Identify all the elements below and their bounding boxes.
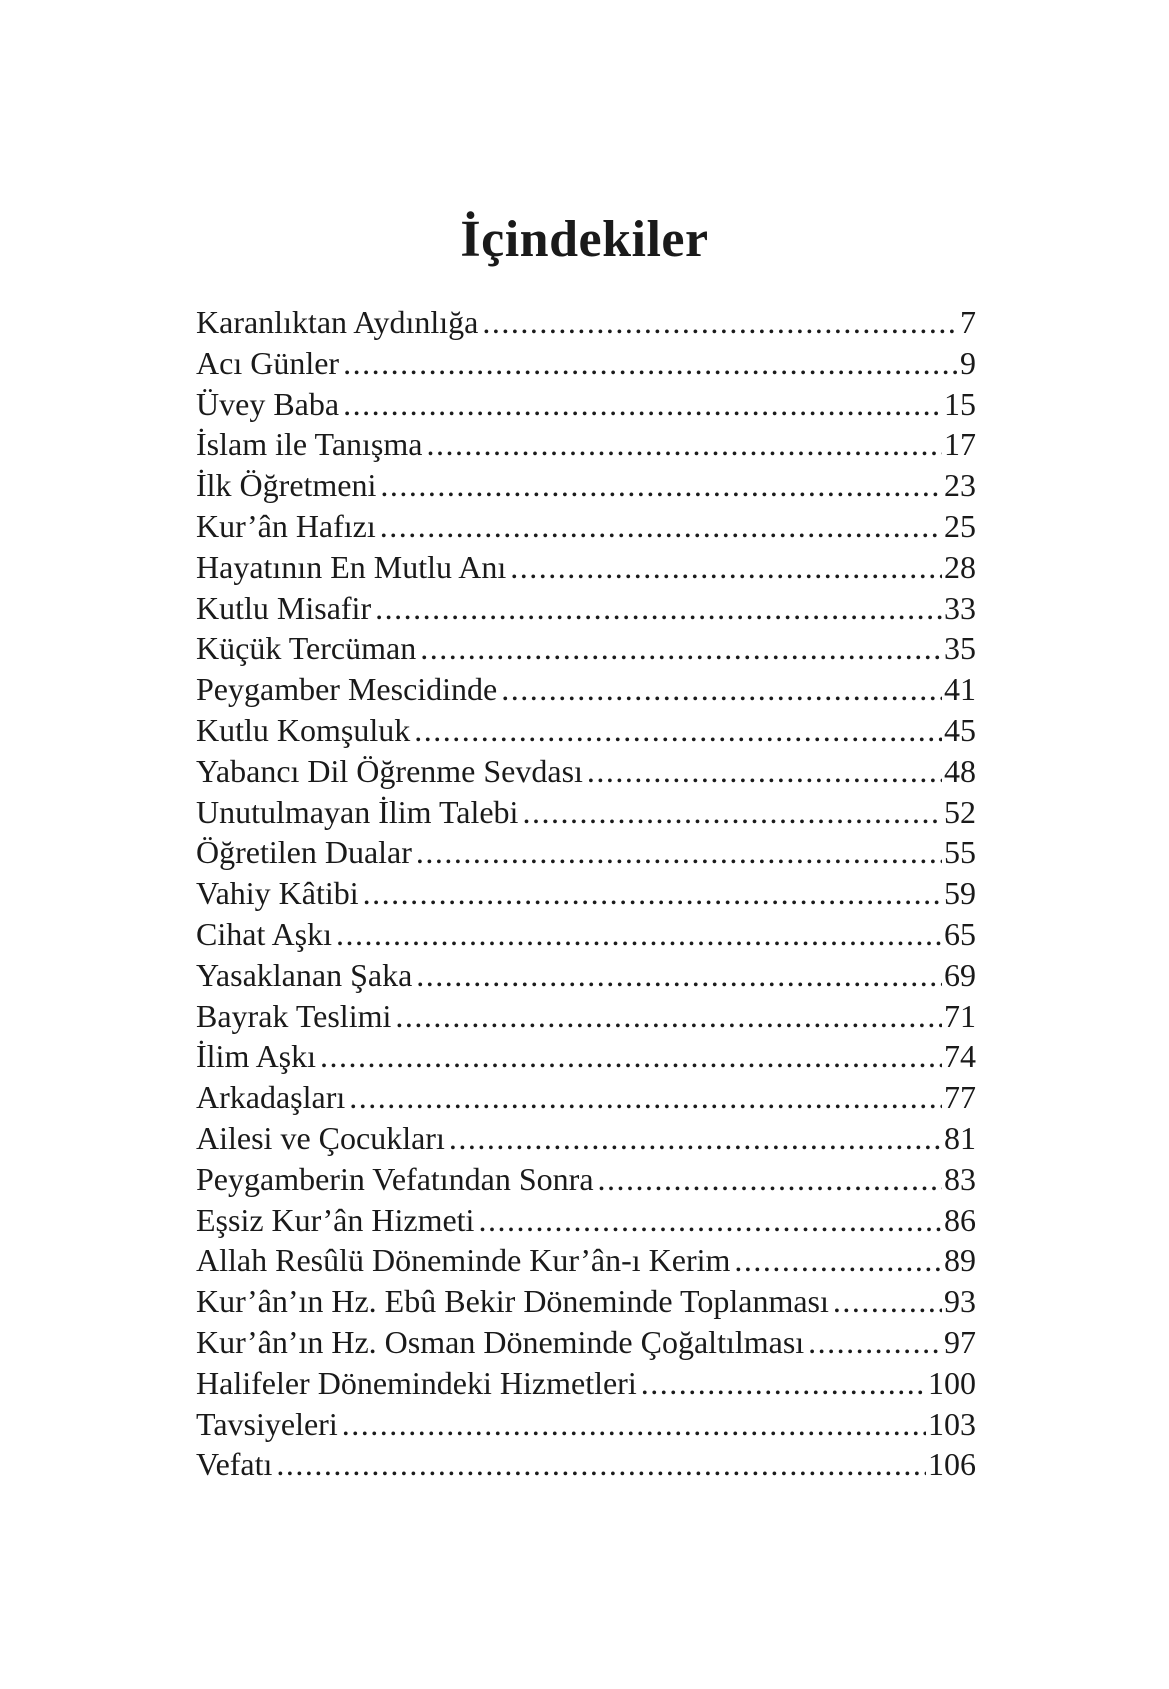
toc-entry-page-number: 45 bbox=[944, 711, 976, 748]
toc-entry bbox=[196, 1281, 976, 1322]
toc-entry-page-number: 9 bbox=[960, 344, 976, 381]
toc-entry-title: Cihat Aşkı bbox=[196, 915, 333, 952]
toc-entry-page-number: 83 bbox=[944, 1160, 976, 1197]
toc-entry-page-number: 103 bbox=[928, 1405, 976, 1442]
toc-leader-dots bbox=[416, 955, 942, 996]
toc-leader-dots bbox=[449, 1118, 942, 1159]
toc-leader-dots bbox=[349, 1077, 942, 1118]
toc-entry-title: Vefatı bbox=[196, 1446, 273, 1483]
toc-entry bbox=[196, 996, 976, 1037]
toc-entry-title: Peygamber Mescidinde bbox=[196, 671, 498, 708]
toc-leader-dots bbox=[363, 873, 942, 914]
toc-entry-page-number: 59 bbox=[944, 875, 976, 912]
toc-entry bbox=[196, 343, 976, 384]
toc-entry bbox=[196, 588, 976, 629]
toc-entry-title: Acı Günler bbox=[196, 344, 340, 381]
toc-leader-dots bbox=[375, 588, 942, 629]
toc-entry bbox=[196, 1159, 976, 1200]
toc-leader-dots bbox=[343, 384, 942, 425]
toc-entry bbox=[196, 384, 976, 425]
toc-entry-title: İslam ile Tanışma bbox=[196, 426, 423, 463]
toc-leader-dots bbox=[808, 1322, 942, 1363]
toc-entry-page-number: 89 bbox=[944, 1242, 976, 1279]
table-of-contents bbox=[196, 302, 976, 1485]
toc-entry-title: Kutlu Misafir bbox=[196, 589, 372, 626]
toc-leader-dots bbox=[833, 1281, 942, 1322]
toc-entry bbox=[196, 710, 976, 751]
toc-entry bbox=[196, 1240, 976, 1281]
toc-leader-dots bbox=[276, 1444, 926, 1485]
toc-entry-page-number: 93 bbox=[944, 1283, 976, 1320]
toc-leader-dots bbox=[598, 1159, 942, 1200]
toc-entry-title: Bayrak Teslimi bbox=[196, 997, 392, 1034]
toc-entry bbox=[196, 792, 976, 833]
toc-entry-page-number: 71 bbox=[944, 997, 976, 1034]
toc-entry-title: Vahiy Kâtibi bbox=[196, 875, 359, 912]
toc-entry bbox=[196, 751, 976, 792]
toc-leader-dots bbox=[380, 465, 942, 506]
toc-entry-page-number: 48 bbox=[944, 752, 976, 789]
toc-entry-title: Kur’ân Hafızı bbox=[196, 507, 376, 544]
toc-entry-page-number: 7 bbox=[960, 304, 976, 340]
toc-leader-dots bbox=[420, 628, 942, 669]
toc-leader-dots bbox=[641, 1363, 926, 1404]
toc-entry-page-number: 86 bbox=[944, 1201, 976, 1238]
toc-entry-title: İlim Aşkı bbox=[196, 1038, 317, 1075]
toc-entry-title: Üvey Baba bbox=[196, 385, 340, 422]
toc-entry bbox=[196, 628, 976, 669]
toc-entry-page-number: 74 bbox=[944, 1038, 976, 1075]
toc-entry bbox=[196, 1036, 976, 1077]
toc-entry bbox=[196, 547, 976, 588]
toc-entry bbox=[196, 873, 976, 914]
toc-leader-dots bbox=[587, 751, 942, 792]
toc-entry-title: İlk Öğretmeni bbox=[196, 467, 377, 504]
toc-entry-page-number: 15 bbox=[944, 385, 976, 422]
toc-entry bbox=[196, 424, 976, 465]
toc-leader-dots bbox=[478, 1200, 942, 1241]
toc-entry-title: Kur’ân’ın Hz. Ebû Bekir Döneminde Toplanması bbox=[196, 1283, 829, 1320]
toc-leader-dots bbox=[416, 832, 942, 873]
toc-leader-dots bbox=[501, 669, 942, 710]
toc-leader-dots bbox=[320, 1036, 942, 1077]
toc-entry bbox=[196, 506, 976, 547]
toc-entry-page-number: 28 bbox=[944, 548, 976, 585]
toc-entry-page-number: 65 bbox=[944, 915, 976, 952]
toc-entry bbox=[196, 1077, 976, 1118]
toc-entry-title: Allah Resûlü Döneminde Kur’ân-ı Kerim bbox=[196, 1242, 731, 1279]
toc-entry-title: Yasaklanan Şaka bbox=[196, 956, 413, 993]
toc-entry-title: Hayatının En Mutlu Anı bbox=[196, 548, 507, 585]
toc-entry-title: Eşsiz Kur’ân Hizmeti bbox=[196, 1201, 475, 1238]
toc-leader-dots bbox=[426, 424, 942, 465]
toc-entry-title: Küçük Tercüman bbox=[196, 630, 417, 667]
toc-entry bbox=[196, 955, 976, 996]
toc-entry-page-number: 23 bbox=[944, 467, 976, 504]
toc-entry bbox=[196, 1118, 976, 1159]
toc-entry-page-number: 25 bbox=[944, 507, 976, 544]
toc-entry-title: Unutulmayan İlim Talebi bbox=[196, 793, 519, 830]
toc-entry bbox=[196, 1322, 976, 1363]
toc-entry bbox=[196, 465, 976, 506]
toc-leader-dots bbox=[734, 1240, 942, 1281]
toc-entry bbox=[196, 1200, 976, 1241]
toc-entry-title: Arkadaşları bbox=[196, 1079, 346, 1116]
page-title: İçindekiler bbox=[460, 211, 709, 268]
toc-entry-title: Kur’ân’ın Hz. Osman Döneminde Çoğaltılması bbox=[196, 1323, 805, 1360]
toc-entry-page-number: 52 bbox=[944, 793, 976, 830]
toc-entry bbox=[196, 914, 976, 955]
toc-leader-dots bbox=[380, 506, 942, 547]
toc-entry-title: Kutlu Komşuluk bbox=[196, 711, 411, 748]
toc-leader-dots bbox=[414, 710, 942, 751]
toc-entry-page-number: 106 bbox=[928, 1446, 976, 1483]
toc-entry-title: Peygamberin Vefatından Sonra bbox=[196, 1160, 594, 1197]
toc-entry bbox=[196, 1444, 976, 1485]
toc-entry bbox=[196, 1404, 976, 1445]
toc-entry-page-number: 33 bbox=[944, 589, 976, 626]
toc-entry bbox=[196, 669, 976, 710]
toc-entry bbox=[196, 302, 976, 343]
toc-entry-title: Halifeler Dönemindeki Hizmetleri bbox=[196, 1364, 637, 1401]
toc-entry-page-number: 100 bbox=[928, 1364, 976, 1401]
toc-entry-page-number: 69 bbox=[944, 956, 976, 993]
toc-entry-title: Ailesi ve Çocukları bbox=[196, 1119, 445, 1156]
toc-entry-title: Tavsiyeleri bbox=[196, 1405, 338, 1442]
toc-leader-dots bbox=[482, 302, 958, 343]
toc-entry-title: Öğretilen Dualar bbox=[196, 834, 412, 871]
toc-leader-dots bbox=[395, 996, 942, 1037]
toc-entry-page-number: 41 bbox=[944, 671, 976, 708]
toc-entry-title: Karanlıktan Aydınlığa bbox=[196, 304, 479, 340]
toc-leader-dots bbox=[342, 1404, 926, 1445]
toc-entry-page-number: 35 bbox=[944, 630, 976, 667]
toc-entry-page-number: 77 bbox=[944, 1079, 976, 1116]
toc-entry bbox=[196, 1363, 976, 1404]
toc-entry-page-number: 97 bbox=[944, 1323, 976, 1360]
toc-leader-dots bbox=[522, 792, 942, 833]
toc-entry-page-number: 55 bbox=[944, 834, 976, 871]
toc-entry-page-number: 17 bbox=[944, 426, 976, 463]
toc-entry bbox=[196, 832, 976, 873]
toc-entry-title: Yabancı Dil Öğrenme Sevdası bbox=[196, 752, 583, 789]
toc-leader-dots bbox=[343, 343, 958, 384]
toc-leader-dots bbox=[336, 914, 942, 955]
toc-entry-page-number: 81 bbox=[944, 1119, 976, 1156]
toc-leader-dots bbox=[510, 547, 942, 588]
